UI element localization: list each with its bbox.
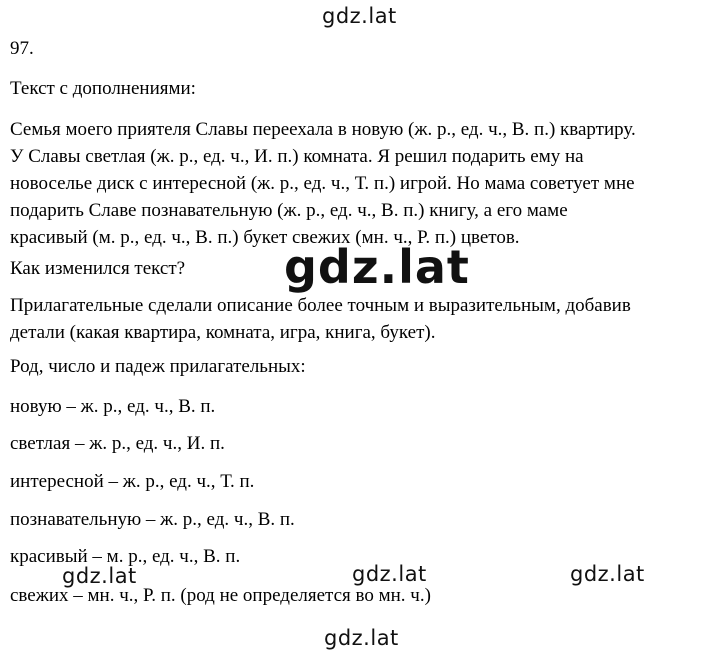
completed-text xyxy=(10,116,718,251)
watermark-bottom-mid: gdz.lat xyxy=(352,562,427,586)
watermark-top: gdz.lat xyxy=(322,4,397,28)
text-line: новоселье диск с интересной (ж. р., ед. ч., Т. п.) игрой. Но мама советует мне xyxy=(10,173,635,194)
analysis-item: новую – ж. р., ед. ч., В. п. xyxy=(10,396,216,417)
analysis-item: свежих – мн. ч., Р. п. (род не определяется во мн. ч.) xyxy=(10,585,431,606)
analysis-item: светлая – ж. р., ед. ч., И. п. xyxy=(10,433,225,454)
answer-line: Прилагательные сделали описание более точным и выразительным, добавив xyxy=(10,295,631,316)
answer-text xyxy=(10,292,718,346)
intro-heading: Текст с дополнениями: xyxy=(10,78,196,99)
exercise-number: 97. xyxy=(10,38,34,59)
question: Как изменился текст? xyxy=(10,258,186,279)
analysis-item: интересной – ж. р., ед. ч., Т. п. xyxy=(10,471,255,492)
text-line: У Славы светлая (ж. р., ед. ч., И. п.) комната. Я решил подарить ему на xyxy=(10,146,584,167)
text-line: Семья моего приятеля Славы переехала в новую (ж. р., ед. ч., В. п.) квартиру. xyxy=(10,119,636,140)
watermark-footer: gdz.lat xyxy=(324,626,399,650)
text-line: красивый (м. р., ед. ч., В. п.) букет свежих (мн. ч., Р. п.) цветов. xyxy=(10,227,520,248)
analysis-item: познавательную – ж. р., ед. ч., В. п. xyxy=(10,509,295,530)
analysis-item: красивый – м. р., ед. ч., В. п. xyxy=(10,546,241,567)
analysis-title: Род, число и падеж прилагательных: xyxy=(10,356,306,377)
watermark-center: gdz.lat xyxy=(284,240,470,294)
text-line: подарить Славе познавательную (ж. р., ед. ч., В. п.) книгу, а его маме xyxy=(10,200,568,221)
watermark-bottom-right: gdz.lat xyxy=(570,562,645,586)
watermark-bottom-left: gdz.lat xyxy=(62,564,137,588)
answer-line: детали (какая квартира, комната, игра, книга, букет). xyxy=(10,322,436,343)
